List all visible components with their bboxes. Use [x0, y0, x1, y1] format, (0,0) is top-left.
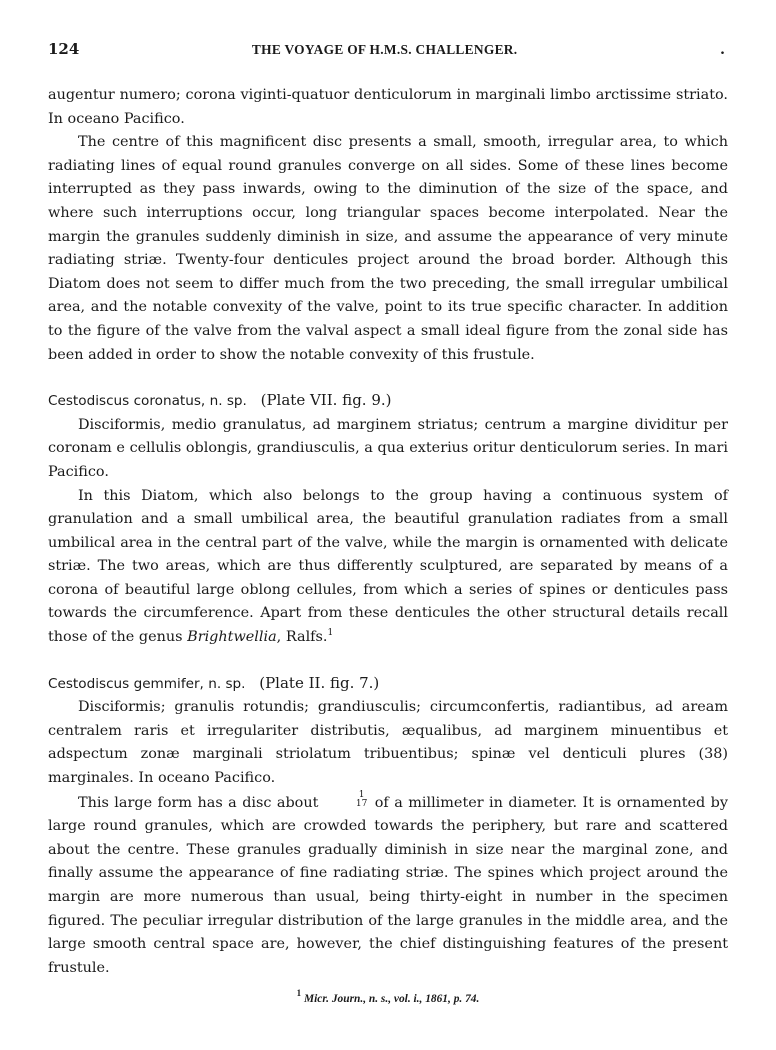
- species-heading: [48, 672, 728, 697]
- footnote: [48, 988, 728, 1012]
- intro-description: The centre of this magnificent disc presents a small, smooth, irregular area, to which radiating lines of equal round granules converge on all sides. Some of these lines become interrupted as they pass inwards, owing to the diminution of the size of the space, and where such interruptions occur, long triangular spaces become interpolated. Near the margin the granules suddenly diminish in size, and assume the appearance of very minute radiating striæ. Twenty-four denticules project around the broad border. Although this Diatom does not seem to differ much from the two preceding, the small irregular umbilical area, and the notable convexity of the valve, point to its true specific character. In addition to the figure of the valve from the valval aspect a small ideal figure from the zonal side has been added in order to show the notable convexity of this frustule.: [48, 134, 728, 363]
- latin-diagnosis: Disciformis, medio granulatus, ad marginem striatus; centrum a margine dividitur per coronam e cellulis oblongis, grandiusculis, a qua exterius oritur denticulorum series. In mari Pacifico.: [48, 416, 728, 480]
- species-heading: [48, 389, 728, 414]
- fraction: [326, 791, 367, 809]
- species-description: [48, 485, 728, 650]
- genus-name: Brightwellia: [187, 629, 277, 646]
- footnote-text: Micr. Journ., n. s., vol. i., 1861, p. 74.: [304, 993, 480, 1006]
- species-section-gemmifer: [48, 672, 728, 981]
- footnote-mark: 1: [296, 988, 302, 999]
- continued-latin-diagnosis: augentur numero; corona viginti-quatuor denticulorum in marginali limbo arctissime striato. In oceano Pacifico.: [48, 87, 728, 127]
- footnote-reference[interactable]: 1: [327, 628, 334, 639]
- species-name: Cestodiscus gemmifer, n. sp.: [48, 675, 246, 692]
- species-description: [48, 791, 728, 981]
- latin-diagnosis: Disciformis; granulis rotundis; grandiusculis; circumconfertis, radiantibus, ad aream centralem raris et irregulariter distributis, æqualibus, ad marginem minuentibus et adspectum zonæ marginali striolatum tribuentibus; spinæ vel denticuli plures (38) marginales. In oceano Pacifico.: [48, 699, 728, 787]
- description-text: In this Diatom, which also belongs to the group having a continuous system of granulation and a small umbilical area, the beautiful granulation radiates from a small umbilical area in the central part of the valve, while the margin is ornamented with delicate striæ. The two areas, which are thus differently sculptured, are separated by means of a corona of beautiful large oblong cellules, from which a series of spines or denticules pass towards the circumference. Apart from these denticules the other structural details recall those of the genus: [48, 487, 728, 646]
- header-mark: .: [720, 41, 726, 58]
- description-text-continued: of a millimeter in diameter. It is ornamented by large round granules, which are crowded towards the periphery, but rare and scattered about the centre. These granules gradually diminish in size near the marginal zone, and finally assume the appearance of fine radiating striæ. The spines which project around the margin are more numerous than usual, being thirty-eight in number in the specimen figured. The peculiar irregular distribution of the large granules in the middle area, and the large smooth central space are, however, the chief distinguishing features of the present frustule.: [48, 794, 729, 976]
- species-section-coronatus: [48, 389, 728, 650]
- page-header: [48, 38, 728, 62]
- book-page: [48, 38, 728, 1012]
- authority: , Ralfs.: [276, 629, 328, 646]
- plate-reference: (Plate II. fig. 7.): [259, 673, 380, 692]
- plate-reference: (Plate VII. fig. 9.): [260, 391, 392, 410]
- species-name: Cestodiscus coronatus, n. sp.: [48, 393, 247, 410]
- description-text: This large form has a disc about: [78, 794, 319, 811]
- fraction-denominator: 17: [355, 798, 368, 809]
- running-title: THE VOYAGE OF H.M.S. CHALLENGER.: [251, 42, 518, 57]
- fraction-numerator: 1: [358, 789, 365, 800]
- page-number: 124: [48, 40, 80, 58]
